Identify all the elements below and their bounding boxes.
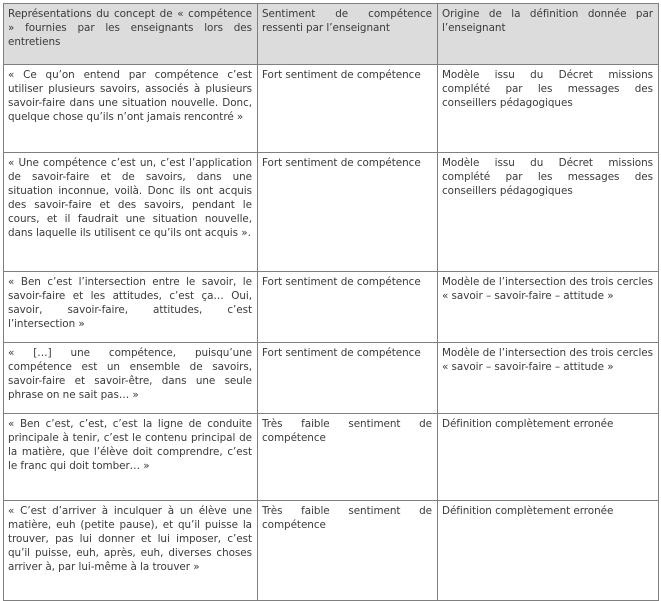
cell-origine: Modèle issu du Décret missions complété par les messages des conseillers pédagogiques bbox=[438, 153, 659, 272]
cell-origine: Modèle de l’intersection des trois cercles « savoir – savoir-faire – attitude » bbox=[438, 272, 659, 343]
cell-origine: Modèle de l’intersection des trois cercles « savoir – savoir-faire – attitude » bbox=[438, 343, 659, 414]
cell-representation: « Une compétence c’est un, c’est l’application de savoir-faire et de savoirs, dans une situation inconnue, voilà. Donc ils ont acquis des savoir-faire et des savoirs, pendant le cours, et il faudrait une situation nouvelle, dans laquelle ils utilisent ce qu’ils ont acquis ». bbox=[4, 153, 258, 272]
table-row bbox=[4, 153, 659, 272]
cell-representation: « […] une compétence, puisqu’une compétence est un ensemble de savoirs, savoir-faire et savoir-être, dans une seule phrase on ne sait pas… » bbox=[4, 343, 258, 414]
cell-representation: « Ben c’est, c’est, c’est la ligne de conduite principale à tenir, c’est le contenu principal de la matière, que l’élève doit comprendre, c’est le franc qui doit tomber… » bbox=[4, 414, 258, 501]
table-row bbox=[4, 414, 659, 501]
cell-origine: Définition complètement erronée bbox=[438, 501, 659, 601]
cell-representation: « C’est d’arriver à inculquer à un élève une matière, euh (petite pause), et qu’il puisse la trouver, pas lui donner et lui imposer, c’est qu’il puisse, euh, après, euh, diverses choses arriver à, par lui-même à la trouver » bbox=[4, 501, 258, 601]
table-row bbox=[4, 272, 659, 343]
header-representations: Représentations du concept de « compétence » fournies par les enseignants lors des entretiens bbox=[4, 4, 258, 65]
cell-origine: Définition complètement erronée bbox=[438, 414, 659, 501]
competence-table bbox=[3, 3, 659, 601]
cell-origine: Modèle issu du Décret missions complété par les messages des conseillers pédagogiques bbox=[438, 65, 659, 153]
cell-representation: « Ce qu’on entend par compétence c’est utiliser plusieurs savoirs, associés à plusieurs savoir-faire dans une situation nouvelle. Donc, quelque chose qu’ils n’ont jamais rencontré » bbox=[4, 65, 258, 153]
cell-sentiment: Très faible sentiment de compétence bbox=[258, 414, 438, 501]
cell-sentiment: Fort sentiment de compétence bbox=[258, 153, 438, 272]
cell-representation: « Ben c’est l’intersection entre le savoir, le savoir-faire et les attitudes, c’est ça… Oui, savoir, savoir-faire, attitudes, c’est l’intersection » bbox=[4, 272, 258, 343]
cell-sentiment: Fort sentiment de compétence bbox=[258, 272, 438, 343]
cell-sentiment: Fort sentiment de compétence bbox=[258, 65, 438, 153]
cell-sentiment: Très faible sentiment de compétence bbox=[258, 501, 438, 601]
cell-sentiment: Fort sentiment de compétence bbox=[258, 343, 438, 414]
header-origine: Origine de la définition donnée par l’enseignant bbox=[438, 4, 659, 65]
header-sentiment: Sentiment de compétence ressenti par l’enseignant bbox=[258, 4, 438, 65]
table-row bbox=[4, 501, 659, 601]
table-row bbox=[4, 65, 659, 153]
header-row bbox=[4, 4, 659, 65]
table-row bbox=[4, 343, 659, 414]
